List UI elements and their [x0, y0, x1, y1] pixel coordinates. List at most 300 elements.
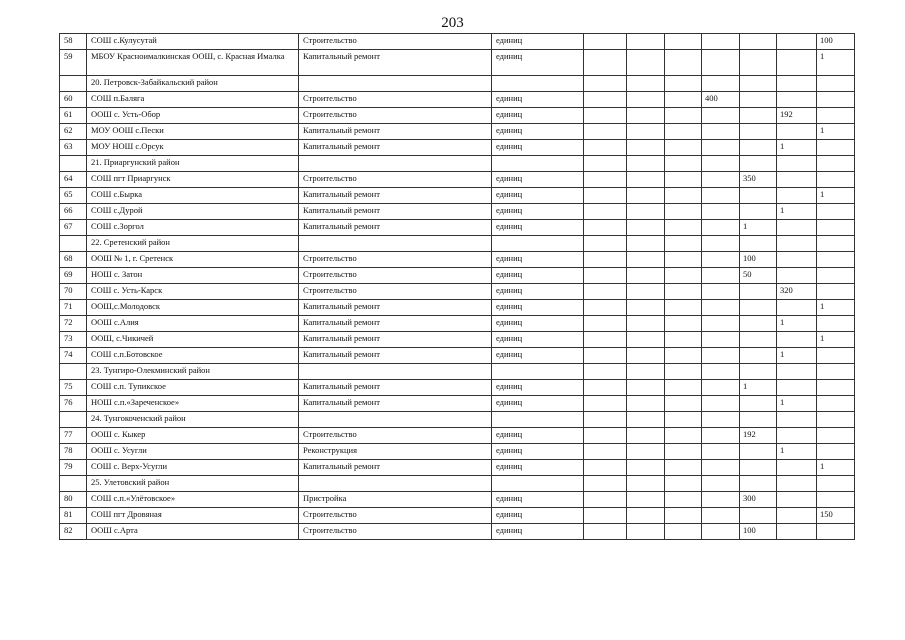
value-cell-4: [702, 348, 740, 364]
value-cell-5: [740, 316, 777, 332]
section-empty-cell: [584, 412, 627, 428]
work-type-cell: Строительство: [299, 268, 492, 284]
school-name-cell: ООШ,с.Молодовск: [87, 300, 299, 316]
value-cell-2: [627, 92, 665, 108]
row-number-cell: 70: [60, 284, 87, 300]
row-number-cell: 81: [60, 508, 87, 524]
unit-cell: единиц: [492, 50, 584, 76]
value-cell-4: [702, 316, 740, 332]
value-cell-5: [740, 284, 777, 300]
value-cell-4: [702, 428, 740, 444]
value-cell-7: 1: [817, 460, 855, 476]
value-cell-5: [740, 108, 777, 124]
value-cell-5: [740, 204, 777, 220]
row-number-cell: 62: [60, 124, 87, 140]
section-empty-cell: [627, 364, 665, 380]
work-type-cell: Капитальный ремонт: [299, 380, 492, 396]
value-cell-5: 192: [740, 428, 777, 444]
work-type-cell: Капитальный ремонт: [299, 124, 492, 140]
unit-cell: единиц: [492, 252, 584, 268]
section-empty-cell: [584, 76, 627, 92]
unit-cell: единиц: [492, 140, 584, 156]
value-cell-4: 400: [702, 92, 740, 108]
value-cell-2: [627, 396, 665, 412]
school-name-cell: НОШ с. Затон: [87, 268, 299, 284]
section-empty-cell: [777, 236, 817, 252]
value-cell-3: [665, 204, 702, 220]
work-type-cell: Капитальный ремонт: [299, 348, 492, 364]
value-cell-6: [777, 300, 817, 316]
value-cell-6: [777, 34, 817, 50]
value-cell-3: [665, 50, 702, 76]
value-cell-6: 1: [777, 396, 817, 412]
value-cell-6: [777, 188, 817, 204]
value-cell-4: [702, 268, 740, 284]
section-number-cell: [60, 476, 87, 492]
value-cell-2: [627, 140, 665, 156]
value-cell-5: [740, 300, 777, 316]
section-empty-cell: [584, 476, 627, 492]
value-cell-6: [777, 492, 817, 508]
work-type-cell: Капитальный ремонт: [299, 316, 492, 332]
value-cell-2: [627, 268, 665, 284]
value-cell-6: [777, 172, 817, 188]
section-empty-cell: [740, 412, 777, 428]
value-cell-3: [665, 444, 702, 460]
section-empty-cell: [665, 364, 702, 380]
work-type-cell: Пристройка: [299, 492, 492, 508]
value-cell-7: [817, 348, 855, 364]
school-name-cell: ООШ с. Усть-Обор: [87, 108, 299, 124]
section-row: [60, 156, 855, 172]
value-cell-6: [777, 428, 817, 444]
section-empty-cell: [584, 364, 627, 380]
value-cell-6: [777, 268, 817, 284]
section-empty-cell: [702, 364, 740, 380]
school-name-cell: СОШ с.п.Ботовское: [87, 348, 299, 364]
school-name-cell: СОШ с. Усть-Карск: [87, 284, 299, 300]
value-cell-5: 350: [740, 172, 777, 188]
value-cell-5: [740, 50, 777, 76]
row-number-cell: 58: [60, 34, 87, 50]
table-row: [60, 348, 855, 364]
value-cell-7: [817, 252, 855, 268]
work-type-cell: Капитальный ремонт: [299, 396, 492, 412]
table-row: [60, 92, 855, 108]
value-cell-5: 100: [740, 252, 777, 268]
table-row: [60, 34, 855, 50]
table-row: [60, 108, 855, 124]
unit-cell: единиц: [492, 284, 584, 300]
unit-cell: единиц: [492, 396, 584, 412]
section-empty-cell: [584, 156, 627, 172]
work-type-cell: Строительство: [299, 428, 492, 444]
value-cell-1: [584, 284, 627, 300]
row-number-cell: 74: [60, 348, 87, 364]
value-cell-7: [817, 428, 855, 444]
value-cell-7: [817, 92, 855, 108]
value-cell-1: [584, 396, 627, 412]
row-number-cell: 82: [60, 524, 87, 540]
section-empty-cell: [299, 476, 492, 492]
value-cell-4: [702, 188, 740, 204]
value-cell-1: [584, 34, 627, 50]
value-cell-3: [665, 284, 702, 300]
value-cell-7: [817, 220, 855, 236]
section-empty-cell: [492, 76, 584, 92]
value-cell-4: [702, 332, 740, 348]
row-number-cell: 73: [60, 332, 87, 348]
value-cell-1: [584, 460, 627, 476]
school-name-cell: ООШ с.Арта: [87, 524, 299, 540]
value-cell-2: [627, 220, 665, 236]
value-cell-2: [627, 188, 665, 204]
value-cell-1: [584, 380, 627, 396]
unit-cell: единиц: [492, 34, 584, 50]
table-row: [60, 124, 855, 140]
section-number-cell: [60, 76, 87, 92]
value-cell-3: [665, 348, 702, 364]
section-number-cell: [60, 236, 87, 252]
section-empty-cell: [627, 76, 665, 92]
work-type-cell: Капитальный ремонт: [299, 460, 492, 476]
value-cell-5: 100: [740, 524, 777, 540]
table-row: [60, 524, 855, 540]
section-empty-cell: [299, 364, 492, 380]
value-cell-5: [740, 508, 777, 524]
value-cell-2: [627, 172, 665, 188]
value-cell-1: [584, 124, 627, 140]
value-cell-1: [584, 140, 627, 156]
table-row: [60, 316, 855, 332]
row-number-cell: 64: [60, 172, 87, 188]
section-empty-cell: [665, 76, 702, 92]
section-empty-cell: [777, 364, 817, 380]
table-row: [60, 460, 855, 476]
unit-cell: единиц: [492, 348, 584, 364]
unit-cell: единиц: [492, 204, 584, 220]
value-cell-5: [740, 396, 777, 412]
value-cell-3: [665, 332, 702, 348]
table-row: [60, 508, 855, 524]
section-empty-cell: [665, 236, 702, 252]
value-cell-1: [584, 316, 627, 332]
value-cell-4: [702, 220, 740, 236]
value-cell-1: [584, 524, 627, 540]
unit-cell: единиц: [492, 108, 584, 124]
value-cell-5: [740, 188, 777, 204]
section-row: [60, 476, 855, 492]
value-cell-1: [584, 332, 627, 348]
value-cell-5: 1: [740, 220, 777, 236]
work-type-cell: Строительство: [299, 524, 492, 540]
value-cell-4: [702, 50, 740, 76]
value-cell-4: [702, 140, 740, 156]
value-cell-1: [584, 428, 627, 444]
table-row: [60, 204, 855, 220]
row-number-cell: 63: [60, 140, 87, 156]
value-cell-7: [817, 396, 855, 412]
value-cell-6: 320: [777, 284, 817, 300]
value-cell-4: [702, 508, 740, 524]
value-cell-1: [584, 492, 627, 508]
section-empty-cell: [665, 476, 702, 492]
value-cell-7: [817, 524, 855, 540]
table-row: [60, 50, 855, 76]
unit-cell: единиц: [492, 188, 584, 204]
section-empty-cell: [777, 76, 817, 92]
school-name-cell: СОШ с.п. Тупикское: [87, 380, 299, 396]
section-empty-cell: [665, 412, 702, 428]
value-cell-3: [665, 524, 702, 540]
section-empty-cell: [584, 236, 627, 252]
value-cell-3: [665, 428, 702, 444]
section-row: [60, 412, 855, 428]
section-empty-cell: [817, 364, 855, 380]
value-cell-6: 1: [777, 204, 817, 220]
value-cell-3: [665, 220, 702, 236]
value-cell-2: [627, 380, 665, 396]
section-empty-cell: [817, 236, 855, 252]
section-empty-cell: [627, 476, 665, 492]
value-cell-3: [665, 140, 702, 156]
work-type-cell: Капитальный ремонт: [299, 50, 492, 76]
work-type-cell: Реконструкция: [299, 444, 492, 460]
section-row: [60, 236, 855, 252]
school-name-cell: СОШ с.Дурой: [87, 204, 299, 220]
value-cell-7: [817, 172, 855, 188]
value-cell-1: [584, 188, 627, 204]
section-row: [60, 76, 855, 92]
table-row: [60, 220, 855, 236]
value-cell-3: [665, 108, 702, 124]
section-empty-cell: [817, 156, 855, 172]
value-cell-4: [702, 380, 740, 396]
section-empty-cell: [299, 156, 492, 172]
section-empty-cell: [740, 364, 777, 380]
work-type-cell: Строительство: [299, 108, 492, 124]
section-empty-cell: [627, 236, 665, 252]
section-empty-cell: [817, 76, 855, 92]
school-construction-table: [59, 33, 855, 540]
row-number-cell: 61: [60, 108, 87, 124]
row-number-cell: 66: [60, 204, 87, 220]
school-name-cell: СОШ п.Баляга: [87, 92, 299, 108]
value-cell-1: [584, 172, 627, 188]
value-cell-7: [817, 268, 855, 284]
unit-cell: единиц: [492, 428, 584, 444]
value-cell-2: [627, 492, 665, 508]
value-cell-7: [817, 284, 855, 300]
row-number-cell: 65: [60, 188, 87, 204]
value-cell-3: [665, 316, 702, 332]
section-title: 24. Тунгокоченский район: [87, 412, 299, 428]
work-type-cell: Строительство: [299, 34, 492, 50]
value-cell-2: [627, 108, 665, 124]
school-name-cell: НОШ с.п.«Зареченское»: [87, 396, 299, 412]
work-type-cell: Капитальный ремонт: [299, 220, 492, 236]
school-name-cell: СОШ с.Зоргол: [87, 220, 299, 236]
value-cell-5: [740, 444, 777, 460]
value-cell-3: [665, 380, 702, 396]
school-name-cell: МОУ ООШ с.Пески: [87, 124, 299, 140]
table-row: [60, 444, 855, 460]
value-cell-1: [584, 348, 627, 364]
value-cell-6: [777, 508, 817, 524]
school-name-cell: СОШ пгт Дровяная: [87, 508, 299, 524]
unit-cell: единиц: [492, 220, 584, 236]
value-cell-7: 150: [817, 508, 855, 524]
section-empty-cell: [702, 76, 740, 92]
value-cell-6: [777, 460, 817, 476]
unit-cell: единиц: [492, 316, 584, 332]
value-cell-4: [702, 108, 740, 124]
value-cell-4: [702, 204, 740, 220]
section-empty-cell: [492, 236, 584, 252]
unit-cell: единиц: [492, 124, 584, 140]
school-name-cell: СОШ с.Бырка: [87, 188, 299, 204]
value-cell-5: 300: [740, 492, 777, 508]
unit-cell: единиц: [492, 444, 584, 460]
value-cell-1: [584, 252, 627, 268]
value-cell-5: [740, 332, 777, 348]
value-cell-2: [627, 124, 665, 140]
value-cell-3: [665, 34, 702, 50]
unit-cell: единиц: [492, 460, 584, 476]
value-cell-1: [584, 92, 627, 108]
row-number-cell: 77: [60, 428, 87, 444]
value-cell-6: [777, 252, 817, 268]
table-body: [60, 34, 855, 540]
value-cell-3: [665, 172, 702, 188]
section-empty-cell: [740, 476, 777, 492]
unit-cell: единиц: [492, 380, 584, 396]
section-empty-cell: [627, 412, 665, 428]
value-cell-5: 50: [740, 268, 777, 284]
section-empty-cell: [777, 156, 817, 172]
value-cell-6: 1: [777, 316, 817, 332]
value-cell-7: 1: [817, 124, 855, 140]
value-cell-2: [627, 316, 665, 332]
row-number-cell: 75: [60, 380, 87, 396]
value-cell-2: [627, 524, 665, 540]
section-number-cell: [60, 156, 87, 172]
school-name-cell: ООШ с. Кыкер: [87, 428, 299, 444]
value-cell-6: 192: [777, 108, 817, 124]
value-cell-4: [702, 492, 740, 508]
value-cell-4: [702, 284, 740, 300]
section-empty-cell: [702, 476, 740, 492]
table-row: [60, 188, 855, 204]
row-number-cell: 69: [60, 268, 87, 284]
value-cell-4: [702, 460, 740, 476]
value-cell-5: [740, 140, 777, 156]
table-row: [60, 396, 855, 412]
value-cell-6: 1: [777, 140, 817, 156]
table-row: [60, 332, 855, 348]
section-empty-cell: [492, 476, 584, 492]
value-cell-2: [627, 508, 665, 524]
value-cell-7: 1: [817, 300, 855, 316]
section-empty-cell: [817, 476, 855, 492]
work-type-cell: Капитальный ремонт: [299, 204, 492, 220]
value-cell-3: [665, 252, 702, 268]
value-cell-4: [702, 524, 740, 540]
work-type-cell: Строительство: [299, 92, 492, 108]
section-empty-cell: [740, 156, 777, 172]
value-cell-5: 1: [740, 380, 777, 396]
school-name-cell: МБОУ Красноималкинская ООШ, с. Красная Ималка: [87, 50, 299, 76]
school-name-cell: СОШ с.п.«Улётовское»: [87, 492, 299, 508]
value-cell-2: [627, 34, 665, 50]
row-number-cell: 67: [60, 220, 87, 236]
section-empty-cell: [492, 364, 584, 380]
value-cell-1: [584, 508, 627, 524]
value-cell-2: [627, 284, 665, 300]
section-title: 22. Сретенский район: [87, 236, 299, 252]
value-cell-4: [702, 124, 740, 140]
table-row: [60, 300, 855, 316]
row-number-cell: 76: [60, 396, 87, 412]
table-row: [60, 380, 855, 396]
value-cell-6: [777, 524, 817, 540]
work-type-cell: Строительство: [299, 172, 492, 188]
value-cell-7: 1: [817, 332, 855, 348]
value-cell-3: [665, 124, 702, 140]
value-cell-3: [665, 92, 702, 108]
value-cell-6: [777, 332, 817, 348]
unit-cell: единиц: [492, 508, 584, 524]
school-name-cell: ООШ с.Алия: [87, 316, 299, 332]
table-row: [60, 428, 855, 444]
value-cell-6: 1: [777, 348, 817, 364]
section-empty-cell: [740, 76, 777, 92]
unit-cell: единиц: [492, 492, 584, 508]
table-row: [60, 492, 855, 508]
value-cell-4: [702, 300, 740, 316]
value-cell-3: [665, 300, 702, 316]
value-cell-5: [740, 460, 777, 476]
value-cell-3: [665, 268, 702, 284]
row-number-cell: 80: [60, 492, 87, 508]
work-type-cell: Капитальный ремонт: [299, 140, 492, 156]
value-cell-3: [665, 492, 702, 508]
value-cell-7: [817, 380, 855, 396]
value-cell-2: [627, 348, 665, 364]
value-cell-7: [817, 140, 855, 156]
value-cell-4: [702, 172, 740, 188]
section-empty-cell: [627, 156, 665, 172]
school-name-cell: ООШ, с.Чикичей: [87, 332, 299, 348]
table-row: [60, 252, 855, 268]
work-type-cell: Строительство: [299, 508, 492, 524]
value-cell-2: [627, 332, 665, 348]
row-number-cell: 72: [60, 316, 87, 332]
unit-cell: единиц: [492, 300, 584, 316]
school-name-cell: СОШ с.Кулусутай: [87, 34, 299, 50]
school-name-cell: ООШ № 1, г. Сретенск: [87, 252, 299, 268]
value-cell-6: [777, 50, 817, 76]
value-cell-1: [584, 50, 627, 76]
section-empty-cell: [740, 236, 777, 252]
table-row: [60, 268, 855, 284]
value-cell-5: [740, 92, 777, 108]
section-empty-cell: [817, 412, 855, 428]
work-type-cell: Строительство: [299, 284, 492, 300]
value-cell-4: [702, 396, 740, 412]
section-empty-cell: [492, 156, 584, 172]
unit-cell: единиц: [492, 332, 584, 348]
